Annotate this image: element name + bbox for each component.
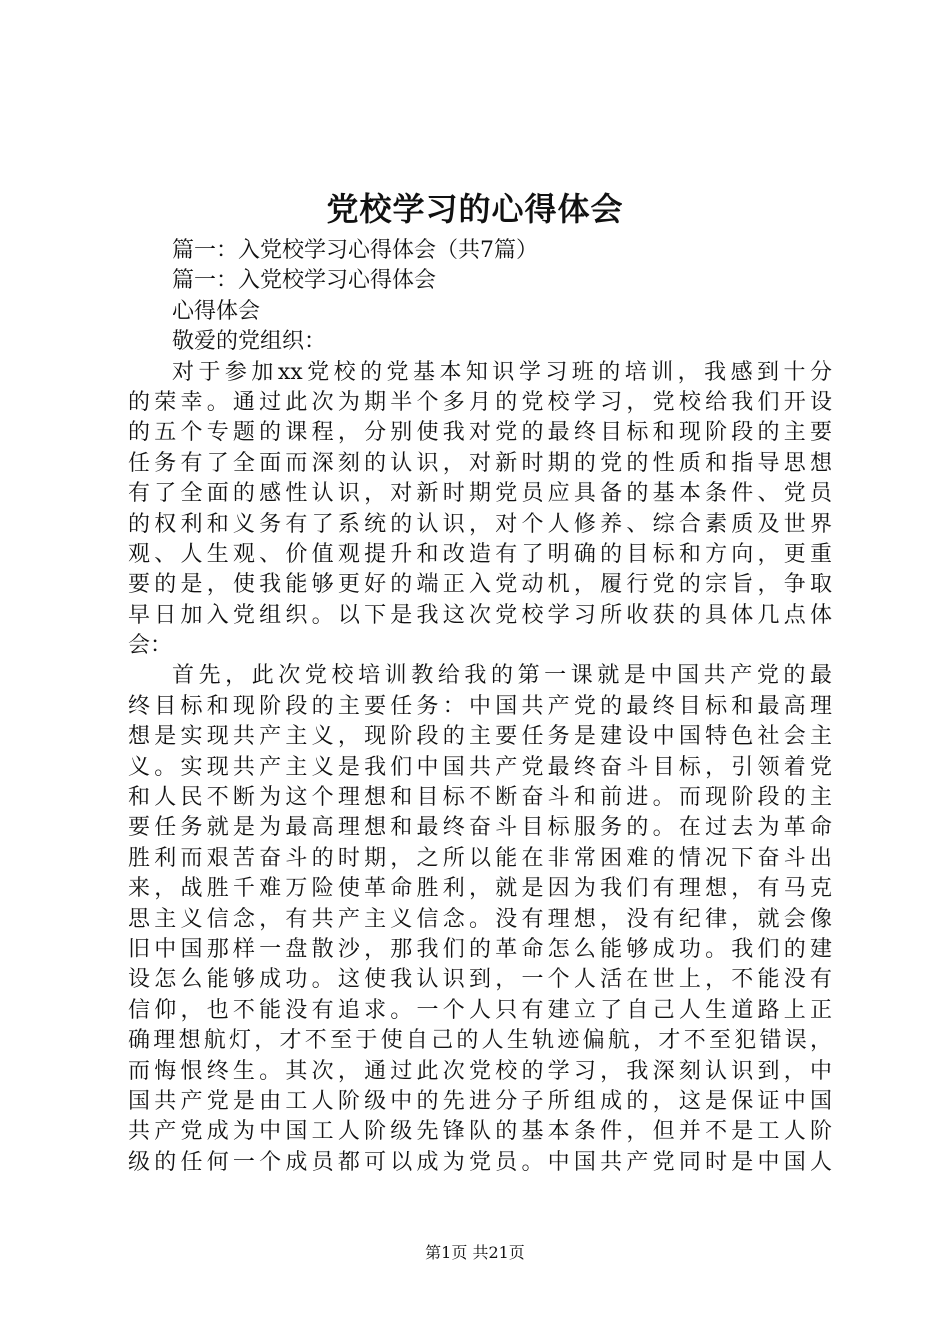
- paragraph-line: 设怎么能够成功。这使我认识到，一个人活在世上，不能没有: [128, 967, 832, 993]
- paragraph-line: 要的是，使我能够更好的端正入党动机，履行党的宗旨，争取: [128, 572, 832, 598]
- paragraph-line: 想是实现共产主义，现阶段的主要任务是建设中国特色社会主: [128, 724, 832, 750]
- paragraph-line: 观、人生观、价值观提升和改造有了明确的目标和方向，更重: [128, 541, 832, 567]
- paragraph-line: 级的任何一个成员都可以成为党员。中国共产党同时是中国人: [128, 1149, 832, 1175]
- paragraph-line: 终目标和现阶段的主要任务：中国共产党的最终目标和最高理: [128, 693, 832, 719]
- paragraph-line: 会：: [128, 633, 173, 659]
- paragraph-line: 胜利而艰苦奋斗的时期，之所以能在非常困难的情况下奋斗出: [128, 845, 832, 871]
- paragraph-line: 首先，此次党校培训教给我的第一课就是中国共产党的最: [172, 663, 832, 689]
- paragraph-line: 思主义信念，有共产主义信念。没有理想，没有纪律，就会像: [128, 906, 832, 932]
- paragraph-line: 有了全面的感性认识，对新时期党员应具备的基本条件、党员: [128, 481, 832, 507]
- paragraph-line: 来，战胜千难万险使革命胜利，就是因为我们有理想，有马克: [128, 876, 832, 902]
- letter-heading: 心得体会: [172, 298, 261, 324]
- paragraph-line: 要任务就是为最高理想和最终奋斗目标服务的。在过去为革命: [128, 815, 832, 841]
- subsection-heading: 篇一：入党校学习心得体会: [172, 268, 437, 294]
- paragraph-line: 的权利和义务有了系统的认识，对个人修养、综合素质及世界: [128, 511, 832, 537]
- paragraph-line: 而悔恨终生。其次，通过此次党校的学习，我深刻认识到，中: [128, 1058, 832, 1084]
- paragraph-line: 信仰，也不能没有追求。一个人只有建立了自己人生道路上正: [128, 997, 832, 1023]
- paragraph-line: 的五个专题的课程，分别使我对党的最终目标和现阶段的主要: [128, 420, 832, 446]
- paragraph-line: 共产党成为中国工人阶级先锋队的基本条件，但并不是工人阶: [128, 1119, 832, 1145]
- document-title: 党校学习的心得体会: [326, 190, 624, 228]
- paragraph-line: 对于参加xx党校的党基本知识学习班的培训，我感到十分: [172, 359, 832, 385]
- paragraph-line: 的荣幸。通过此次为期半个多月的党校学习，党校给我们开设: [128, 389, 832, 415]
- section-heading: 篇一：入党校学习心得体会（共7篇）: [172, 238, 538, 263]
- paragraph-line: 旧中国那样一盘散沙，那我们的革命怎么能够成功。我们的建: [128, 936, 832, 962]
- paragraph-line: 和人民不断为这个理想和目标不断奋斗和前进。而现阶段的主: [128, 785, 832, 811]
- page-footer: 第1页 共21页: [425, 1243, 525, 1262]
- paragraph-line: 早日加入党组织。以下是我这次党校学习所收获的具体几点体: [128, 602, 832, 628]
- salutation: 敬爱的党组织：: [172, 329, 327, 355]
- paragraph-line: 国共产党是由工人阶级中的先进分子所组成的，这是保证中国: [128, 1088, 832, 1114]
- paragraph-line: 任务有了全面而深刻的认识，对新时期的党的性质和指导思想: [128, 450, 832, 476]
- paragraph-line: 义。实现共产主义是我们中国共产党最终奋斗目标，引领着党: [128, 754, 832, 780]
- paragraph-line: 确理想航灯，才不至于使自己的人生轨迹偏航，才不至犯错误，: [128, 1028, 832, 1054]
- document-body: [128, 236, 832, 1178]
